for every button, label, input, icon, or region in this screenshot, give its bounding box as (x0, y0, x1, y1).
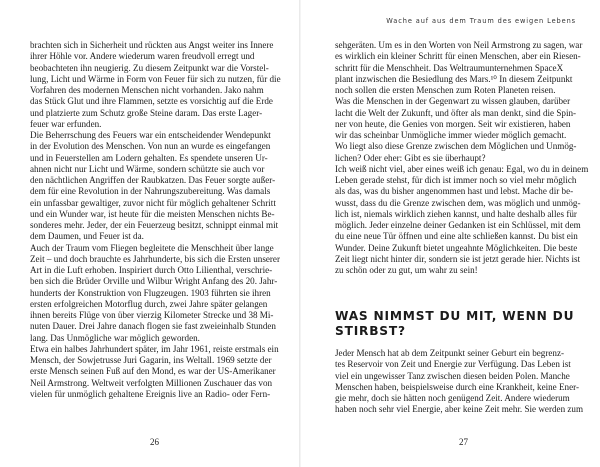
body-line: Zeit – und doch brauchte es Jahrhunderte, bis sich die Ersten unserer (30, 253, 280, 264)
body-line: erste Mensch seinen Fuß auf den Mond, es war der US-Amerikaner (30, 366, 276, 377)
body-line: lang. Das Unmögliche war möglich geworden. (30, 332, 200, 343)
right-page-body-bottom (335, 348, 583, 416)
body-line: ihrer Höhle vor. Andere wiederum waren freudvoll erregt und (30, 51, 255, 62)
body-line: ner von heute, die Genies von morgen. Seit wir existieren, haben (335, 118, 571, 129)
body-line: vielen für unmöglich gehaltene Ereignis live an Radio- oder Fern- (30, 388, 271, 399)
body-line: feuer war erfunden. (30, 118, 102, 129)
body-line: tes Reservoir von Zeit und Energie zur Verfügung. Das Leben ist (335, 359, 571, 370)
body-line: Menschen haben, beispielsweise durch eine Krankheit, keine Ener- (335, 381, 579, 392)
body-line: sehgeräten. Um es in den Worten von Neil Armstrong zu sagen, war (335, 40, 583, 50)
body-line: ein unfassbar gewaltiger, zuvor nicht für möglich gehaltener Schritt (30, 197, 276, 208)
body-line: dem für eine Revolution in der Nahrungszubereitung. Was damals (30, 186, 271, 197)
body-line: gie mehr, doch sie hätten noch genügend Zeit. Andere wiederum (335, 393, 570, 403)
body-line: dem Daumen, und Feuer ist da. (30, 231, 144, 242)
body-line: brachten sich in Sicherheit und rückten aus Angst weiter ins Innere (30, 40, 274, 50)
section-heading-line: WAS NIMMST DU MIT, WENN DU (335, 309, 575, 323)
body-line: Ich weiß nicht viel, aber eines weiß ich genau: Egal, wo du in deinem (335, 163, 589, 174)
body-line: Neil Armstrong. Weltweit verfolgten Millionen Zuschauer das von (30, 377, 273, 388)
body-line: plant inzwischen die Besiedlung des Mars.¹⁰ In diesem Zeitpunkt (335, 73, 573, 84)
body-line: wusst, dass du die Grenze zwischen dem, was möglich und unmög- (335, 197, 581, 208)
body-line: lichen? Oder eher: Gibt es sie überhaupt? (335, 152, 486, 163)
body-line: Zeit liegt nicht hinter dir, sondern sie ist jetzt gerade hier. Nichts ist (335, 253, 581, 264)
body-line: Wunder. Deine Zukunft bietet ungeahnte Möglichkeiten. Die beste (335, 242, 578, 253)
body-line: und in Feuerstellen am Lodern gehalten. Es spendete unseren Ur- (30, 152, 268, 163)
body-line: Leben gerade stehst, für dich ist immer noch so viel mehr möglich (335, 175, 577, 185)
body-line: Was die Menschen in der Gegenwart zu wissen glauben, darüber (335, 96, 571, 107)
body-line: du eine neue Tür öffnen und eine alte schließen kannst. Du bist ein (335, 231, 578, 242)
body-line: viel ein ungewisser Tanz zwischen diesen beiden Polen. Manche (335, 370, 570, 381)
section-heading-line: STIRBST? (335, 324, 406, 338)
body-line: Auch der Traum vom Fliegen begleitete die Menschheit über lange (30, 242, 274, 253)
body-line: und ein Wunder war, ist heute für die meisten Menschen nichts Be- (30, 208, 275, 219)
body-line: als das, was du bisher angenommen hast und lebst. Mache dir be- (335, 186, 574, 197)
body-line: sonderes mehr. Jeder, der ein Feuerzeug besitzt, schnippt einmal mit (30, 220, 279, 230)
body-line: ihnen bereits Flüge von über vierzig Kilometer Strecke und 38 Mi- (30, 310, 274, 320)
right-page-body-top (335, 40, 589, 276)
body-line: Die Beherrschung des Feuers war ein entscheidender Wendepunkt (30, 130, 271, 140)
body-line: beobachteten ihn neugierig. Zu diesem Zeitpunkt war die Vorstel- (30, 62, 269, 73)
body-line: lacht die Welt der Zukunft, und öfter als man denkt, sind die Spin- (335, 107, 577, 118)
body-line: schritt für die Menschheit. Das Weltraumunternehmen SpaceX (335, 62, 564, 73)
body-line: nuten Dauer. Drei Jahre danach flogen sie fast zweieinhalb Stunden (30, 321, 276, 332)
body-line: lung, Licht und Wärme in Form von Feuer für sich zu nutzen, für die (30, 73, 281, 84)
right-page (300, 0, 600, 467)
body-line: es wirklich ein kleiner Schritt für einen Menschen, aber ein Riesen- (335, 51, 581, 62)
body-line: zu schön oder zu gut, um wahr zu sein! (335, 265, 478, 275)
body-line: lich ist, niemals wirklich ziehen kannst, und halte deshalb alles für (335, 208, 577, 219)
running-header: Wache auf aus dem Traum des ewigen Lebens (386, 17, 576, 25)
body-line: Mensch, der Sowjetrusse Juri Gagarin, ins Weltall. 1969 setzte der (30, 355, 272, 365)
page-number-left: 26 (150, 437, 159, 447)
left-page-body (30, 40, 280, 400)
body-line: und platzierte zum Schutz große Steine daram. Das erste Lager- (30, 107, 263, 118)
body-line: hunderts der Konstruktion von Flugzeugen. 1903 führten sie ihren (30, 287, 271, 298)
body-line: den nächtlichen Angriffen der Raubkatzen. Das Feuer sorgte außer- (30, 175, 276, 185)
page-number-right: 27 (459, 437, 468, 447)
body-line: ahnen nicht nur Licht und Wärme, sondern schützte sie auch vor (30, 163, 265, 174)
body-line: noch sollen die ersten Menschen zum Roten Planeten reisen. (335, 85, 556, 95)
body-line: ben sich die Brüder Orville und Wilbur Wright Anfang des 20. Jahr- (30, 276, 278, 287)
body-line: haben noch sehr viel Energie, aber keine Zeit mehr. Sie werden zum (335, 404, 584, 415)
body-line: möglich. Jeder einzelne deiner Gedanken ist ein Schlüssel, mit dem (335, 220, 581, 230)
body-line: Etwa ein halbes Jahrhundert später, im Jahr 1961, reiste erstmals ein (30, 343, 279, 354)
book-gutter (299, 0, 301, 467)
body-line: ersten erfolgreichen Motorflug durch, zwei Jahre später gelangen (30, 298, 268, 309)
body-line: in der Evolution des Menschen. Von nun an wurde es eingefangen (30, 141, 271, 152)
body-line: Wo liegt also diese Grenze zwischen dem Möglichen und Unmög- (335, 141, 577, 152)
section-heading (335, 309, 574, 339)
body-line: Jeder Mensch hat ab dem Zeitpunkt seiner Geburt ein begrenz- (335, 348, 565, 358)
body-line: das Stück Glut und ihre Flammen, setzte es vorsichtig auf die Erde (30, 96, 273, 107)
body-line: wir das scheinbar Unmögliche immer wieder möglich gemacht. (335, 130, 567, 140)
body-line: Art in die Luft erhoben. Inspiriert durch Otto Lilienthal, verschrie- (30, 265, 273, 275)
body-line: Vorfahren des modernen Menschen nicht vorhanden. Jako nahm (30, 85, 264, 95)
